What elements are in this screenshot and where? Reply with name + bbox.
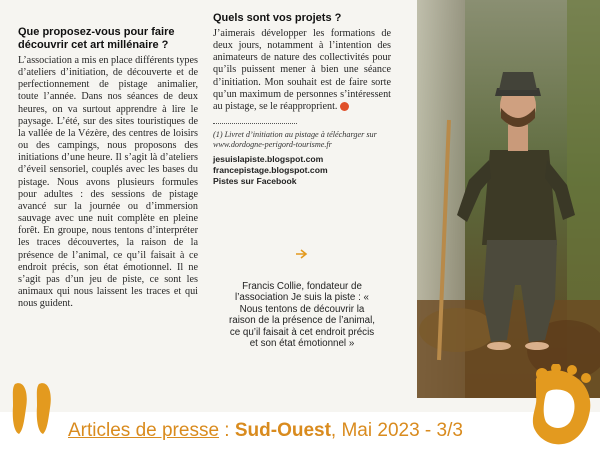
portrait-photo <box>417 0 600 398</box>
left-body-text: L’association a mis en place différents types d’ateliers d’initiation, de découverte et de perfectionnement de pistage animalier, toute l’année. Dans nos séances de deux heures, on va surtout apprendre à lire le paysage. L’été, sur des sites touristiques de la vallée de la Vézère, des centres de loisirs ou des campings, nous proposons des initiations d’une heure. Il s’agit là d’ateliers d’éveil sensoriel, couplés avec les bases du pistage. Nous avons plusieurs formules pour adultes : des sessions de pistage avancé sur la journée ou d’immersion sauvage avec une nuit complète en pleine forêt. En groupe, nous tentons d’interpréter les traces découvertes, la raison de la présence de l’animal, ce qu’il faisait à ce endroit précis, son état émotionnel. Il ne s’agit pas d’un jeu de piste, ce sont les animaux qui nous laissent les traces et qui nous guident. <box>18 55 198 310</box>
photo-caption: Francis Collie, fondateur de l’association Je suis la piste : « Nous tentons de découvrir la raison de la présence de l’animal, ce qu’il faisait à cet endroit précis et son état émotionnel » <box>229 281 375 350</box>
footnote-divider <box>213 123 297 124</box>
article-middle-column <box>213 12 391 187</box>
footnote: (1) Livret d’initiation au pistage à télécharger sur www.dordogne-perigord-tourisme.fr <box>213 130 377 150</box>
link-blog-francepistage[interactable]: francepistage.blogspot.com <box>213 165 328 176</box>
footer-label[interactable]: Articles de presse <box>68 420 220 441</box>
left-subheading: Que proposez-vous pour faire découvrir cet art millénaire ? <box>18 26 175 51</box>
link-blog-jesuislapiste[interactable]: jesuislapiste.blogspot.com <box>213 154 324 165</box>
footer-date: , Mai 2023 - 3/3 <box>330 420 463 441</box>
footprint-icon <box>526 364 600 448</box>
footer-separator: : <box>219 420 235 441</box>
middle-subheading: Quels sont vos projets ? <box>213 12 342 24</box>
article-left-column <box>18 26 198 310</box>
footer-publication: Sud-Ouest <box>234 420 331 441</box>
arrow-right-icon <box>295 249 308 259</box>
middle-body-text <box>213 28 391 113</box>
link-facebook[interactable]: Pistes sur Facebook <box>213 176 297 187</box>
links-list <box>213 154 391 187</box>
tracking-mark-icon <box>9 380 59 436</box>
middle-body-content: J’aimerais développer les formations de deux jours, notamment à l’intention des animateurs de nature des collectivités pour qu’ils puissent mener à bien une séance d’initiation. Mon souhait est de faire sorte qu’un maximum de personnes s’intéressent au pistage, se le réapproprient. <box>213 28 391 112</box>
article-end-icon <box>340 102 349 111</box>
footer-title <box>68 419 528 443</box>
